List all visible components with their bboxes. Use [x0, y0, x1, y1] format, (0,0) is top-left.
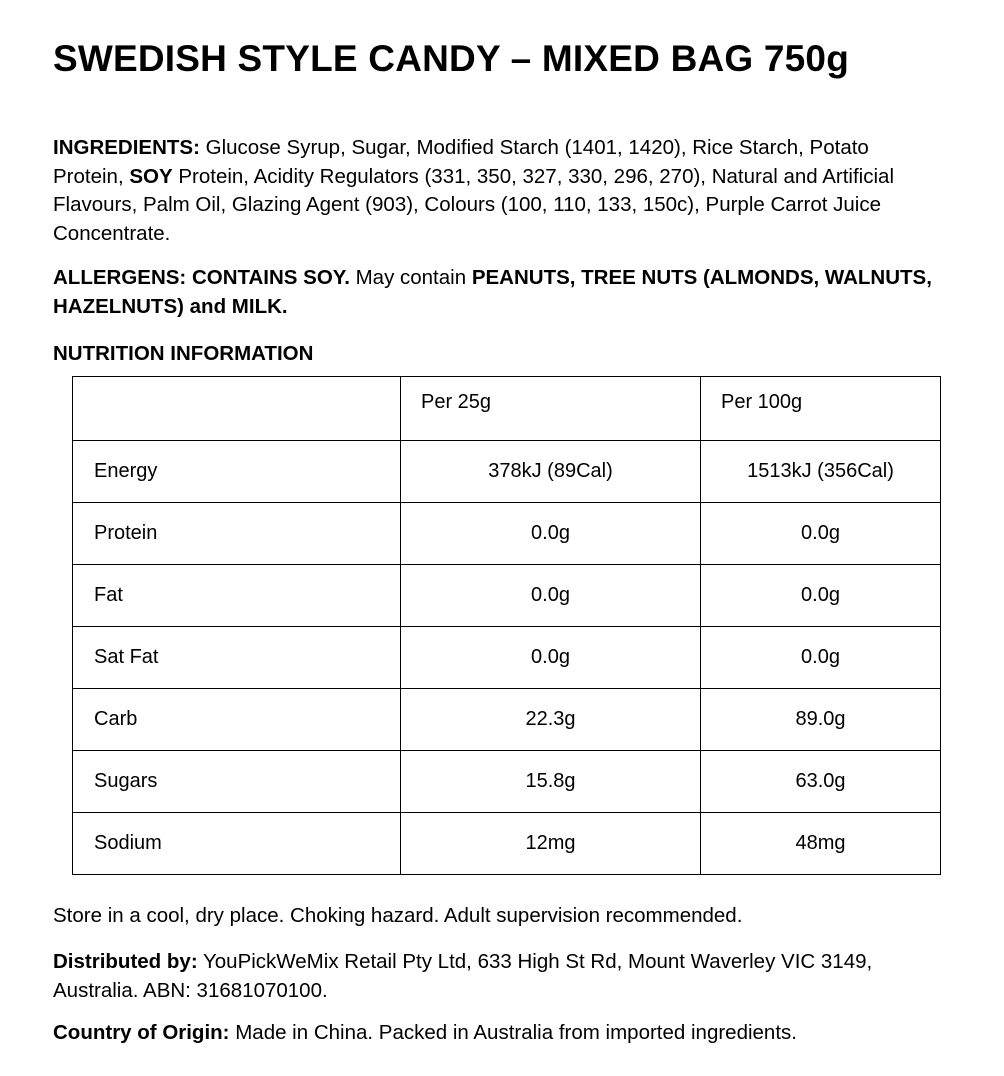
nutrient-name: Sodium	[73, 813, 401, 875]
nutrition-title: NUTRITION INFORMATION	[53, 342, 314, 365]
table-row	[73, 565, 941, 627]
origin-text	[53, 1019, 933, 1048]
table-row	[73, 627, 941, 689]
table-row	[73, 503, 941, 565]
nutrient-name: Carb	[73, 689, 401, 751]
ingredients-text	[53, 134, 933, 248]
header-cell: Per 100g	[701, 377, 941, 441]
nutrient-name: Protein	[73, 503, 401, 565]
value-per-25g: 0.0g	[401, 627, 701, 689]
allergens-part: May contain	[349, 266, 472, 289]
nutrient-name: Fat	[73, 565, 401, 627]
distributor-label: Distributed by:	[53, 950, 198, 973]
ingredients-part: Glucose Syrup, Sugar, Modified Starch (1401, 1420), Rice Starch, Potato Protein,	[53, 136, 869, 188]
allergens-label: ALLERGENS: CONTAINS SOY.	[53, 266, 350, 289]
value-per-100g: 0.0g	[701, 503, 941, 565]
soy-highlight: SOY	[129, 164, 173, 188]
nutrient-name: Sat Fat	[73, 627, 401, 689]
header-cell	[73, 377, 401, 441]
storage-text: Store in a cool, dry place. Choking hazard. Adult supervision recommended.	[53, 904, 743, 927]
value-per-100g: 1513kJ (356Cal)	[701, 441, 941, 503]
table-row	[73, 689, 941, 751]
distributor-details: YouPickWeMix Retail Pty Ltd, 633 High St Rd, Mount Waverley VIC 3149, Australia. ABN: 31681070100.	[53, 950, 873, 1002]
value-per-100g: 0.0g	[701, 565, 941, 627]
allergens-may-contain: PEANUTS, TREE NUTS (ALMONDS, WALNUTS, HAZELNUTS) and MILK.	[53, 266, 932, 318]
product-title: SWEDISH STYLE CANDY – MIXED BAG 750g	[53, 38, 849, 79]
origin-label: Country of Origin:	[53, 1021, 230, 1044]
distributor-text	[53, 948, 933, 1005]
table-header-row	[73, 377, 941, 441]
value-per-25g: 0.0g	[401, 503, 701, 565]
value-per-25g: 15.8g	[401, 751, 701, 813]
value-per-25g: 22.3g	[401, 689, 701, 751]
header-cell: Per 25g	[401, 377, 701, 441]
origin-details: Made in China. Packed in Australia from imported ingredients.	[229, 1021, 797, 1044]
table-row	[73, 813, 941, 875]
nutrient-name: Energy	[73, 441, 401, 503]
value-per-100g: 0.0g	[701, 627, 941, 689]
value-per-100g: 48mg	[701, 813, 941, 875]
value-per-100g: 63.0g	[701, 751, 941, 813]
nutrition-table	[72, 376, 941, 875]
nutrient-name: Sugars	[73, 751, 401, 813]
value-per-25g: 378kJ (89Cal)	[401, 441, 701, 503]
table-row	[73, 441, 941, 503]
ingredients-part: Protein, Acidity Regulators (331, 350, 327, 330, 296, 270), Natural and Artificial Flavours, Palm Oil, Glazing Agent (903), Colours (100, 110, 133, 150c), Purple Carrot Juice Concentrate.	[53, 164, 894, 245]
allergens-text	[53, 264, 933, 321]
table-row	[73, 751, 941, 813]
value-per-100g: 89.0g	[701, 689, 941, 751]
ingredients-label: INGREDIENTS:	[53, 136, 200, 159]
value-per-25g: 12mg	[401, 813, 701, 875]
value-per-25g: 0.0g	[401, 565, 701, 627]
